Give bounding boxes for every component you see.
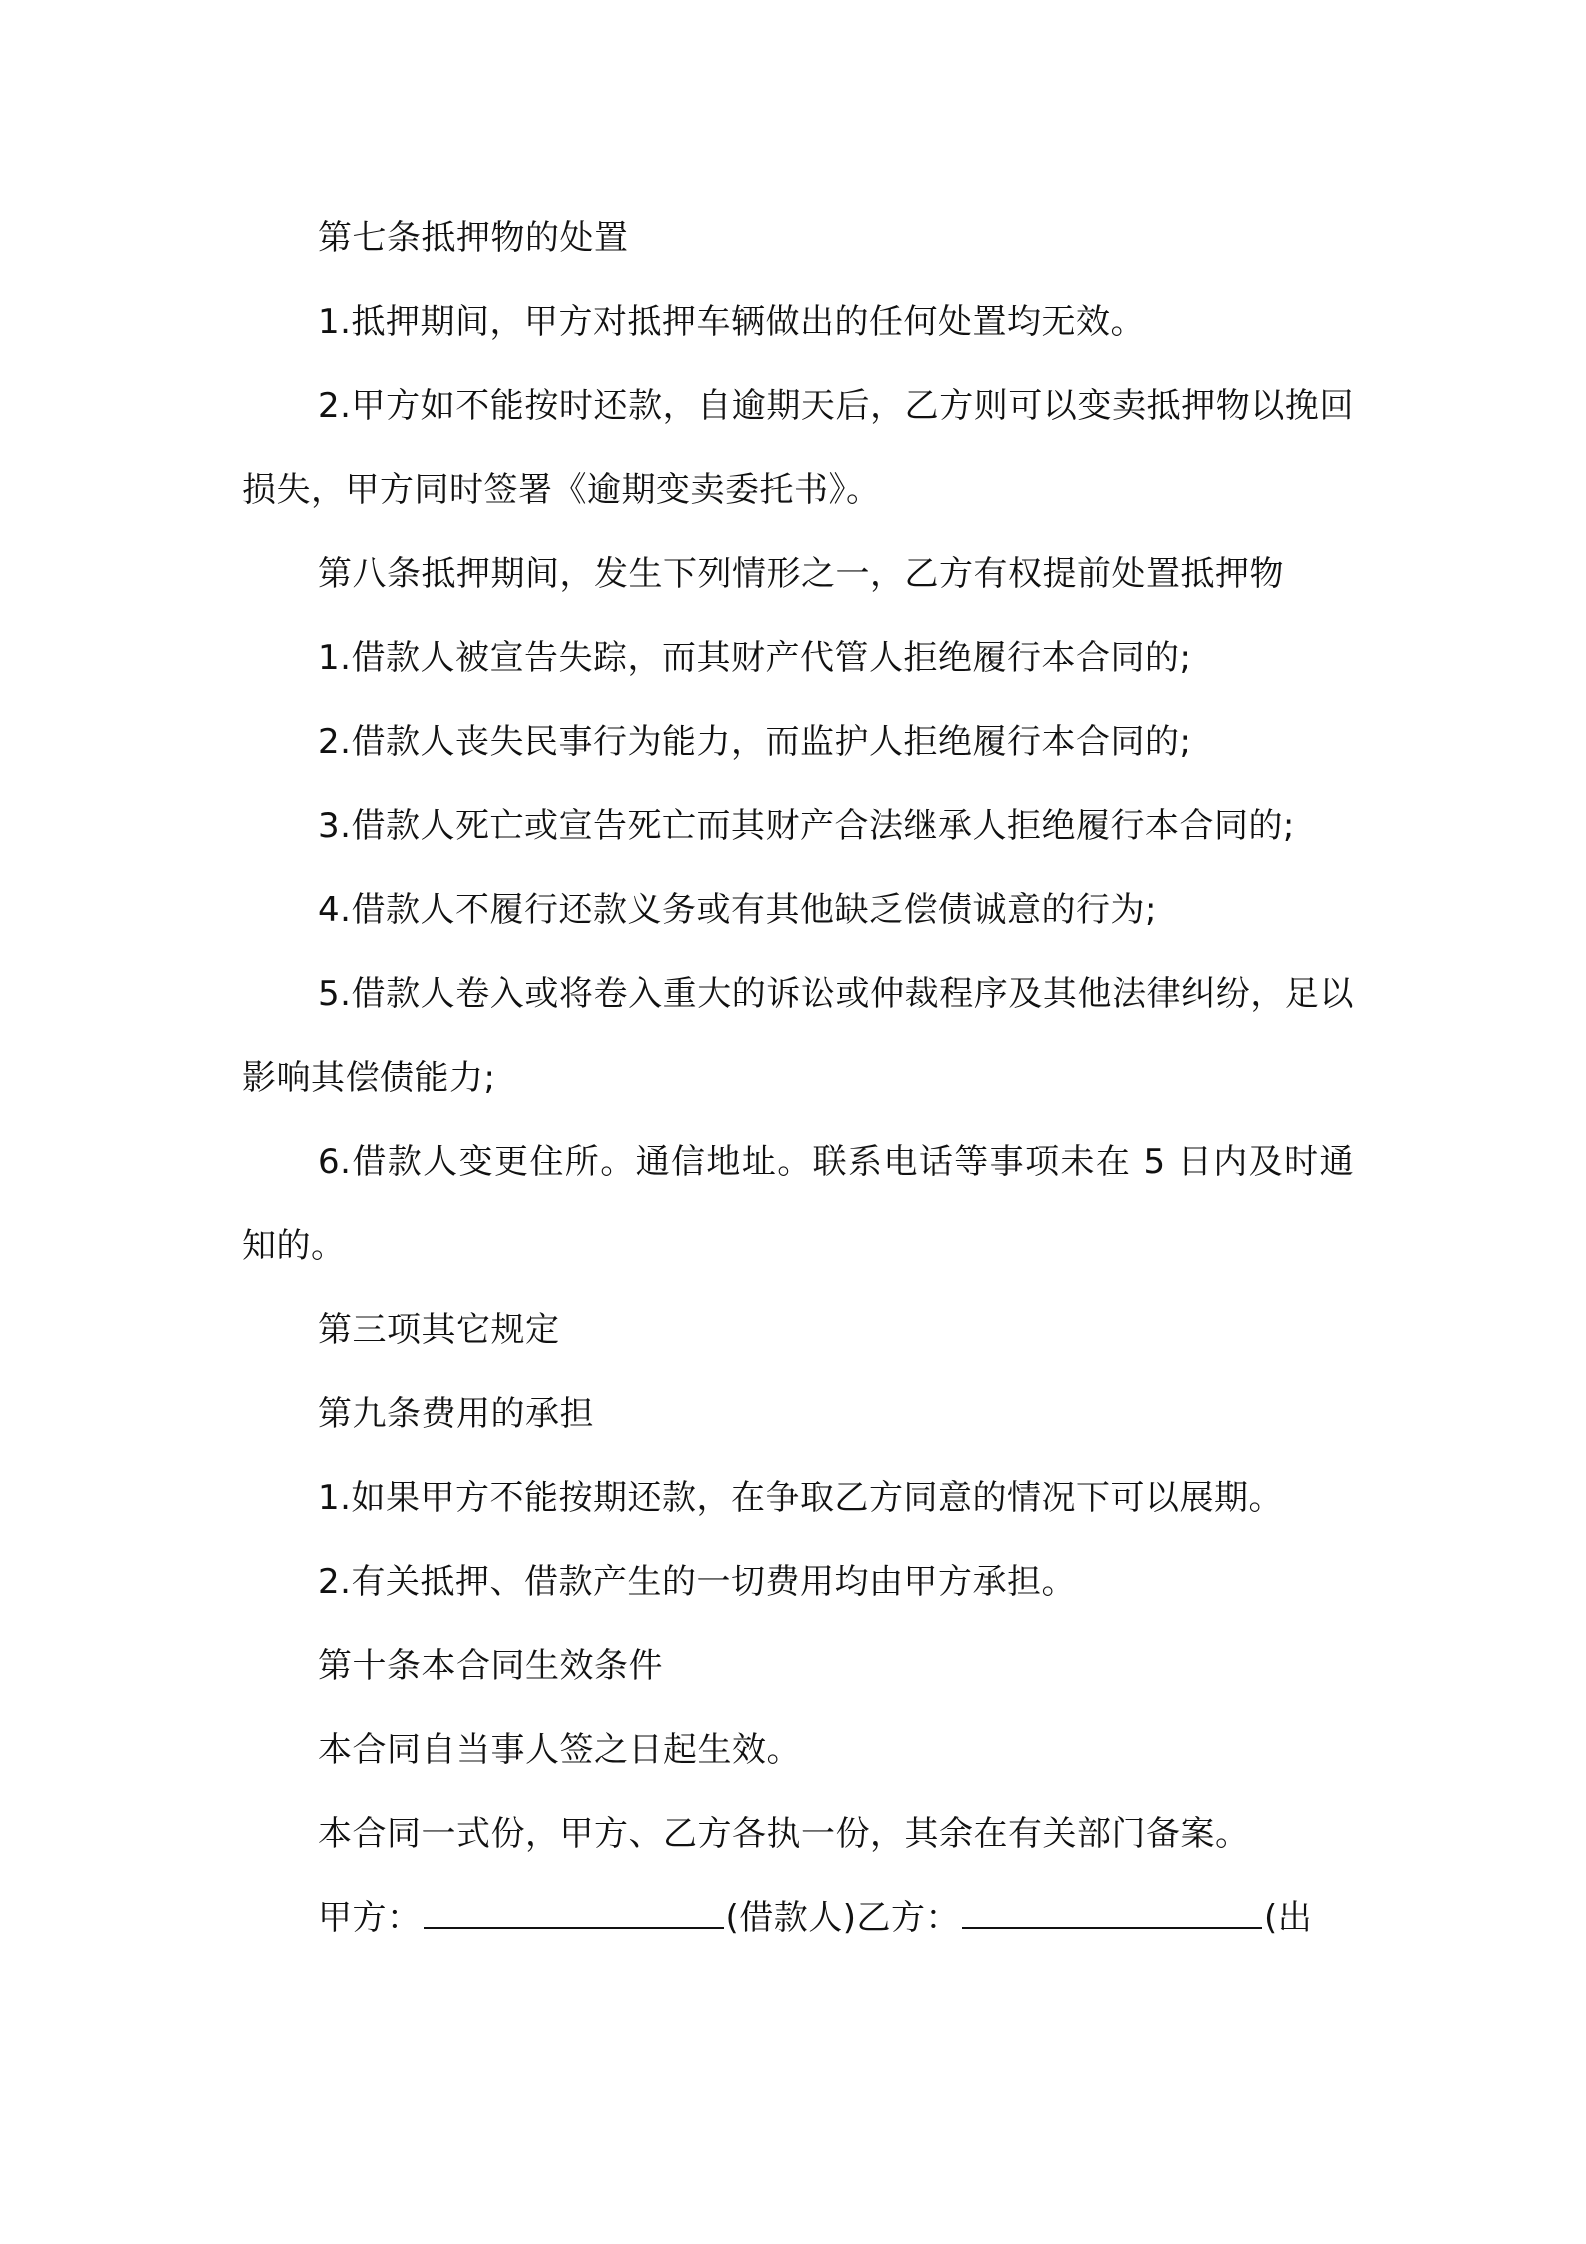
party-b-role: (出	[1264, 1898, 1313, 1938]
party-a-label: 甲方：	[318, 1898, 422, 1938]
article-8-item-5: 5.借款人卷入或将卷入重大的诉讼或仲裁程序及其他法律纠纷，足以影响其偿债能力;	[242, 974, 1354, 1098]
article-9-item-2: 2.有关抵押、借款产生的一切费用均由甲方承担。	[318, 1562, 1076, 1602]
article-8-item-2: 2.借款人丧失民事行为能力，而监护人拒绝履行本合同的;	[318, 722, 1192, 762]
party-a-role: (借款人)	[725, 1898, 857, 1938]
article-7-item-1: 1.抵押期间，甲方对抵押车辆做出的任何处置均无效。	[318, 302, 1145, 342]
article-8-item-6: 6.借款人变更住所。通信地址。联系电话等事项未在 5 日内及时通知的。	[242, 1142, 1354, 1266]
article-10-paragraph-1: 本合同自当事人签之日起生效。	[318, 1730, 801, 1770]
document-body	[242, 196, 1354, 1960]
party-b-label: 乙方：	[856, 1898, 961, 1938]
article-8-heading: 第八条抵押期间，发生下列情形之一，乙方有权提前处置抵押物	[318, 554, 1284, 594]
article-8-item-1: 1.借款人被宣告失踪，而其财产代管人拒绝履行本合同的;	[318, 638, 1192, 678]
article-8-item-4: 4.借款人不履行还款义务或有其他缺乏偿债诚意的行为;	[318, 890, 1157, 930]
section-3-heading: 第三项其它规定	[318, 1310, 560, 1350]
article-7-heading: 第七条抵押物的处置	[318, 218, 629, 258]
article-9-item-1: 1.如果甲方不能按期还款，在争取乙方同意的情况下可以展期。	[318, 1478, 1283, 1518]
article-7-item-2: 2.甲方如不能按时还款，自逾期天后，乙方则可以变卖抵押物以挽回损失，甲方同时签署《逾期变卖委托书》。	[242, 386, 1354, 510]
party-a-signature-blank	[424, 1897, 724, 1929]
article-9-heading: 第九条费用的承担	[318, 1394, 594, 1434]
article-10-paragraph-2: 本合同一式份，甲方、乙方各执一份，其余在有关部门备案。	[318, 1814, 1250, 1854]
signature-line	[242, 1876, 1354, 1960]
article-10-heading: 第十条本合同生效条件	[318, 1646, 663, 1686]
party-b-signature-blank	[962, 1897, 1262, 1929]
article-8-item-3: 3.借款人死亡或宣告死亡而其财产合法继承人拒绝履行本合同的;	[318, 806, 1295, 846]
